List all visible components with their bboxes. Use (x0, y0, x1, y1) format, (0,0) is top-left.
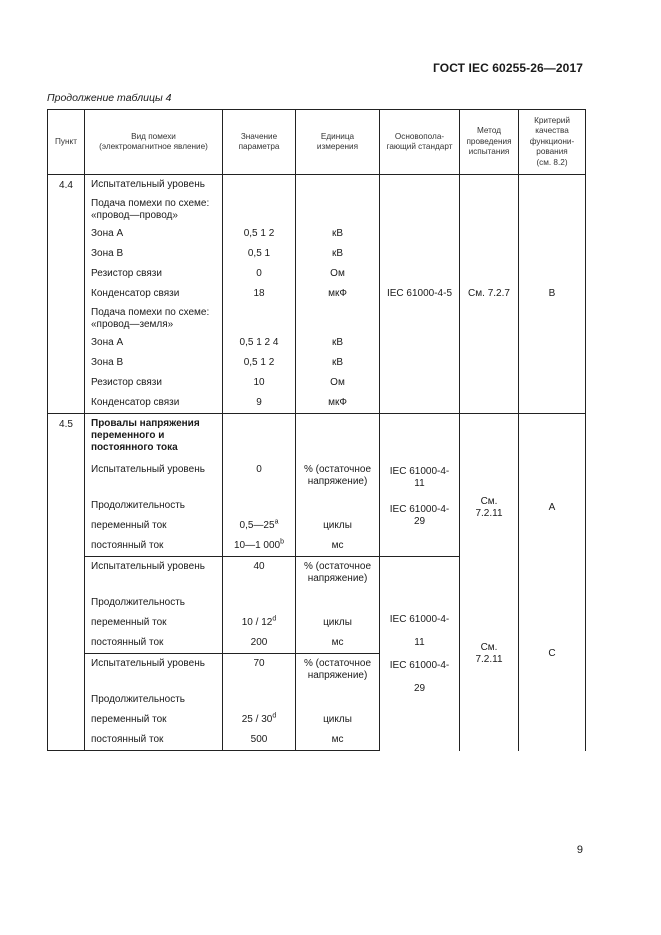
row-unit: кВ (296, 224, 380, 244)
row-type: Зона B (85, 353, 223, 373)
header-base-standard: Основопола- гающий стандарт (380, 110, 460, 175)
table-row (48, 175, 586, 196)
header-interference-type: Вид помехи (электромагнитное явление) (85, 110, 223, 175)
row-unit (296, 496, 380, 516)
empty-cell (460, 414, 519, 461)
row-value (223, 304, 296, 333)
row-unit: мс (296, 536, 380, 557)
row-unit: % (остаточное напряжение) (296, 557, 380, 594)
row-unit: кВ (296, 244, 380, 264)
row-type: постоянный ток (85, 633, 223, 654)
row-value (223, 536, 296, 557)
criterion: B (519, 175, 586, 414)
row-type: Резистор связи (85, 373, 223, 393)
header-parameter-value: Значение параметра (223, 110, 296, 175)
row-type: переменный ток (85, 710, 223, 730)
row-unit (296, 175, 380, 196)
row-type: Продолжительность (85, 496, 223, 516)
row-type: Испытательный уровень (85, 175, 223, 196)
section-title: Провалы напряжения переменного и постоянного тока (85, 414, 223, 461)
row-type: Испытательный уровень (85, 460, 223, 496)
row-unit: мс (296, 730, 380, 751)
row-value: 200 (223, 633, 296, 654)
row-value: 500 (223, 730, 296, 751)
header-criterion: Критерий качества функциони- рования (см. 8.2) (519, 110, 586, 175)
value-text: 10—1 000 (233, 540, 281, 551)
row-value (223, 690, 296, 710)
row-value (223, 516, 296, 536)
footnote-mark: b (280, 538, 285, 546)
value-text: 10 / 12 (241, 617, 273, 628)
row-value: 10 (223, 373, 296, 393)
row-value: 0 (223, 460, 296, 496)
test-method: См. 7.2.7 (460, 175, 519, 414)
row-unit: циклы (296, 710, 380, 730)
row-unit: циклы (296, 516, 380, 536)
footnote-mark: d (272, 615, 277, 623)
table-row (48, 414, 586, 461)
row-value: 0 (223, 264, 296, 284)
row-value: 40 (223, 557, 296, 594)
row-type: постоянный ток (85, 536, 223, 557)
spec-table (47, 109, 586, 751)
row-type: Подача помехи по схеме: «провод—земля» (85, 304, 223, 333)
row-unit: % (остаточное напряжение) (296, 460, 380, 496)
table-row (48, 460, 586, 496)
row-value: 18 (223, 284, 296, 304)
item-number: 4.5 (48, 414, 85, 751)
base-standard (380, 557, 460, 751)
row-value: 9 (223, 393, 296, 414)
row-value: 0,5 1 2 (223, 353, 296, 373)
row-unit (296, 593, 380, 613)
row-type: Зона A (85, 333, 223, 353)
table-header-row (48, 110, 586, 175)
row-value (223, 710, 296, 730)
row-type: Испытательный уровень (85, 654, 223, 691)
empty-cell (380, 536, 460, 557)
criterion: A (519, 460, 586, 557)
row-unit: % (остаточное напряжение) (296, 654, 380, 691)
footnote-mark: d (272, 712, 277, 720)
header-unit: Единица измерения (296, 110, 380, 175)
row-value (223, 496, 296, 516)
row-value (223, 175, 296, 196)
row-unit: циклы (296, 613, 380, 633)
empty-cell (380, 414, 460, 461)
standard-line: IEC 61000-4-29 (389, 659, 450, 694)
row-type: Продолжительность (85, 593, 223, 613)
row-type: Зона B (85, 244, 223, 264)
row-type: Подача помехи по схеме: «провод—провод» (85, 195, 223, 224)
base-standard: IEC 61000-4-11 (380, 460, 460, 496)
base-standard: IEC 61000-4-5 (380, 175, 460, 414)
row-value (223, 613, 296, 633)
row-type: Зона A (85, 224, 223, 244)
value-text: 0,5—25 (239, 520, 275, 531)
row-value: 0,5 1 2 (223, 224, 296, 244)
header-test-method: Метод проведения испытания (460, 110, 519, 175)
row-unit (296, 690, 380, 710)
row-unit: мкФ (296, 284, 380, 304)
header-item: Пункт (48, 110, 85, 175)
row-unit: кВ (296, 333, 380, 353)
table-row (48, 557, 586, 594)
criterion: C (519, 557, 586, 751)
row-unit: мкФ (296, 393, 380, 414)
table-caption: Продолжение таблицы 4 (47, 92, 172, 104)
standard-line: IEC 61000-4-11 (389, 613, 450, 648)
row-value (223, 414, 296, 461)
row-value (223, 195, 296, 224)
row-type: Продолжительность (85, 690, 223, 710)
row-unit (296, 195, 380, 224)
standard-header: ГОСТ IEC 60255-26—2017 (433, 61, 583, 75)
test-method: См. 7.2.11 (460, 460, 519, 557)
row-type: переменный ток (85, 516, 223, 536)
row-type: переменный ток (85, 613, 223, 633)
value-text: 25 / 30 (241, 714, 273, 725)
row-value: 0,5 1 2 4 (223, 333, 296, 353)
row-unit (296, 304, 380, 333)
footnote-mark: a (274, 518, 279, 526)
row-unit: Ом (296, 264, 380, 284)
empty-cell (519, 414, 586, 461)
item-number: 4.4 (48, 175, 85, 414)
row-type: постоянный ток (85, 730, 223, 751)
row-type: Конденсатор связи (85, 284, 223, 304)
row-value (223, 593, 296, 613)
test-method: См. 7.2.11 (460, 557, 519, 751)
row-unit: кВ (296, 353, 380, 373)
base-standard: IEC 61000-4-29 (380, 496, 460, 536)
row-value: 0,5 1 (223, 244, 296, 264)
row-type: Резистор связи (85, 264, 223, 284)
row-type: Конденсатор связи (85, 393, 223, 414)
row-value: 70 (223, 654, 296, 691)
row-type: Испытательный уровень (85, 557, 223, 594)
page-number: 9 (576, 844, 583, 856)
row-unit: Ом (296, 373, 380, 393)
row-unit (296, 414, 380, 461)
row-unit: мс (296, 633, 380, 654)
